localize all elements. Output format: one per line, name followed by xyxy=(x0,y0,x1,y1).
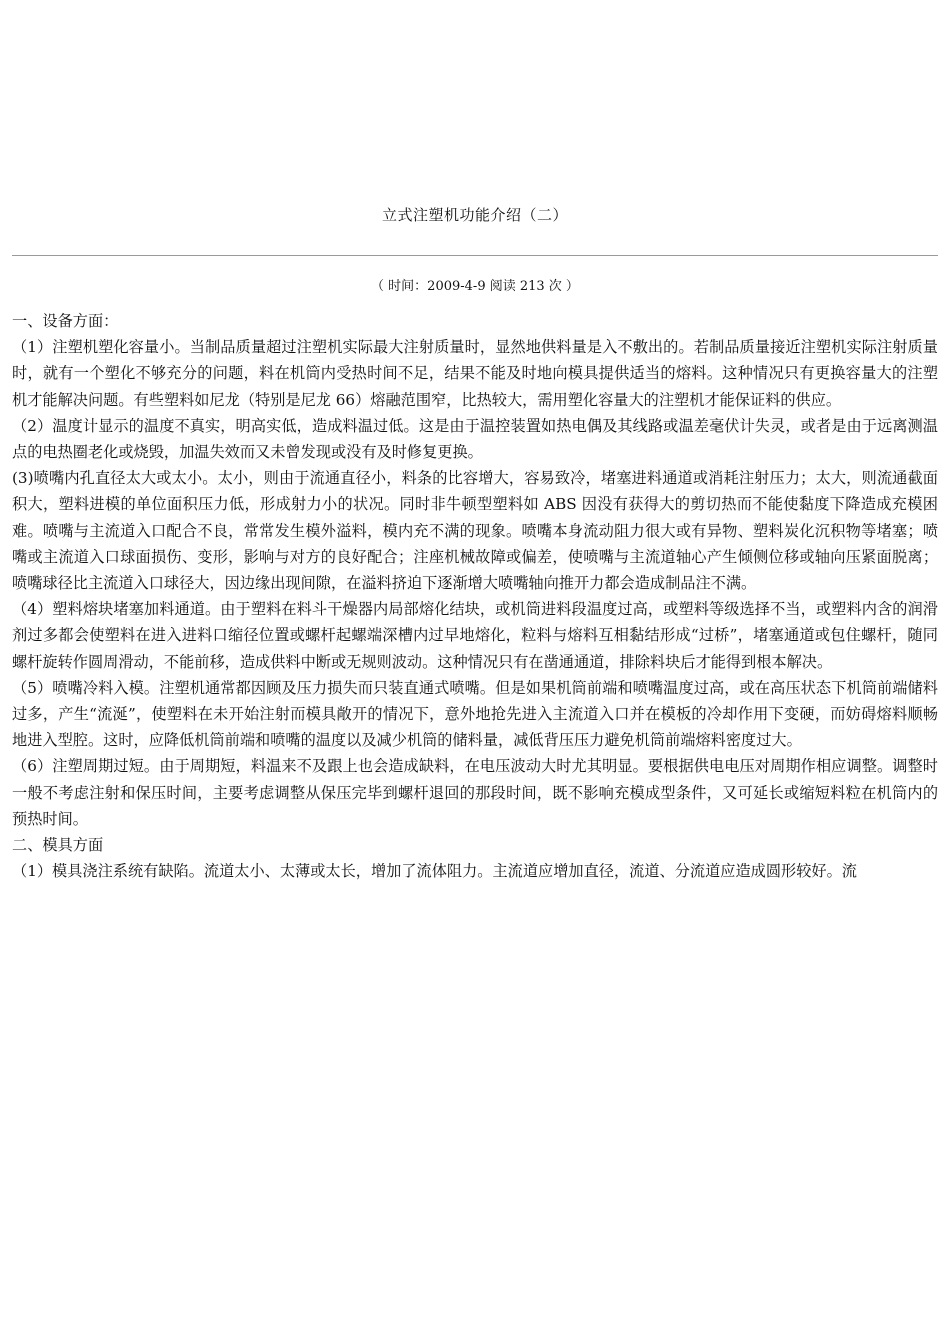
title-divider xyxy=(12,255,938,256)
paragraph: （1）注塑机塑化容量小。当制品质量超过注塑机实际最大注射质量时，显然地供料量是入不敷出的。若制品质量接近注塑机实际注射质量时，就有一个塑化不够充分的问题，料在机筒内受热时间不足，结果不能及时地向模具提供适当的熔料。这种情况只有更换容量大的注塑机才能解决问题。有些塑料如尼龙（特别是尼龙 66）熔融范围窄，比热较大，需用塑化容量大的注塑机才能保证料的供应。 xyxy=(12,338,938,409)
article-meta: （ 时间：2009-4-9 阅读 213 次 ） xyxy=(371,279,579,294)
page-title: 立式注塑机功能介绍（二） xyxy=(381,206,568,224)
paragraph: （4）塑料熔块堵塞加料通道。由于塑料在料斗干燥器内局部熔化结块，或机筒进料段温度过高，或塑料等级选择不当，或塑料内含的润滑剂过多都会使塑料在进入进料口缩径位置或螺杆起螺端深槽内过早地熔化，粒料与熔料互相黏结形成“过桥”，堵塞通道或包住螺杆，随同螺杆旋转作圆周滑动，不能前移，造成供料中断或无规则波动。这种情况只有在凿通通道，排除料块后才能得到根本解决。 xyxy=(12,600,938,671)
paragraph: （1）模具浇注系统有缺陷。流道太小、太薄或太长，增加了流体阻力。主流道应增加直径，流道、分流道应造成圆形较好。流 xyxy=(12,862,857,881)
article-body xyxy=(12,308,938,1208)
paragraph: （5）喷嘴冷料入模。注塑机通常都因顾及压力损失而只装直通式喷嘴。但是如果机筒前端和喷嘴温度过高，或在高压状态下机筒前端储料过多，产生“流涎”，使塑料在未开始注射而模具敞开的情况下，意外地抢先进入主流道入口并在模板的冷却作用下变硬，而妨碍熔料顺畅地进入型腔。这时，应降低机筒前端和喷嘴的温度以及减少机筒的储料量，减低背压压力避免机筒前端熔料密度过大。 xyxy=(12,678,938,750)
section-heading-equipment: 一、设备方面： xyxy=(12,312,119,330)
section-heading-mold: 二、模具方面 xyxy=(12,836,104,855)
paragraph: (3)喷嘴内孔直径太大或太小。太小，则由于流通直径小，料条的比容增大，容易致冷，堵塞进料通道或消耗注射压力；太大，则流通截面积大，塑料进模的单位面积压力低，形成射力小的状况。同时非牛顿型塑料如 ABS 因没有获得大的剪切热而不能使黏度下降造成充模困难。喷嘴与主流道入口配合不良，常常发生模外溢料，模内充不满的现象。喷嘴本身流动阻力很大或有异物、塑料炭化沉积物等堵塞；喷嘴或主流道入口球面损伤、变形，影响与对方的良好配合；注座机械故障或偏差，使喷嘴与主流道轴心产生倾侧位移或轴向压紧面脱离；喷嘴球径比主流道入口球径大，因边缘出现间隙，在溢料挤迫下逐渐增大喷嘴轴向推开力都会造成制品注不满。 xyxy=(12,469,938,593)
paragraph: （6）注塑周期过短。由于周期短，料温来不及跟上也会造成缺料，在电压波动大时尤其明显。要根据供电电压对周期作相应调整。调整时一般不考虑注射和保压时间，主要考虑调整从保压完毕到螺杆退回的那段时间，既不影响充模成型条件，又可延长或缩短料粒在机筒内的预热时间。 xyxy=(12,757,938,828)
paragraph: （2）温度计显示的温度不真实，明高实低，造成料温过低。这是由于温控装置如热电偶及其线路或温差毫伏计失灵，或者是由于远离测温点的电热圈老化或烧毁，加温失效而又未曾发现或没有及时修复更换。 xyxy=(12,416,938,462)
